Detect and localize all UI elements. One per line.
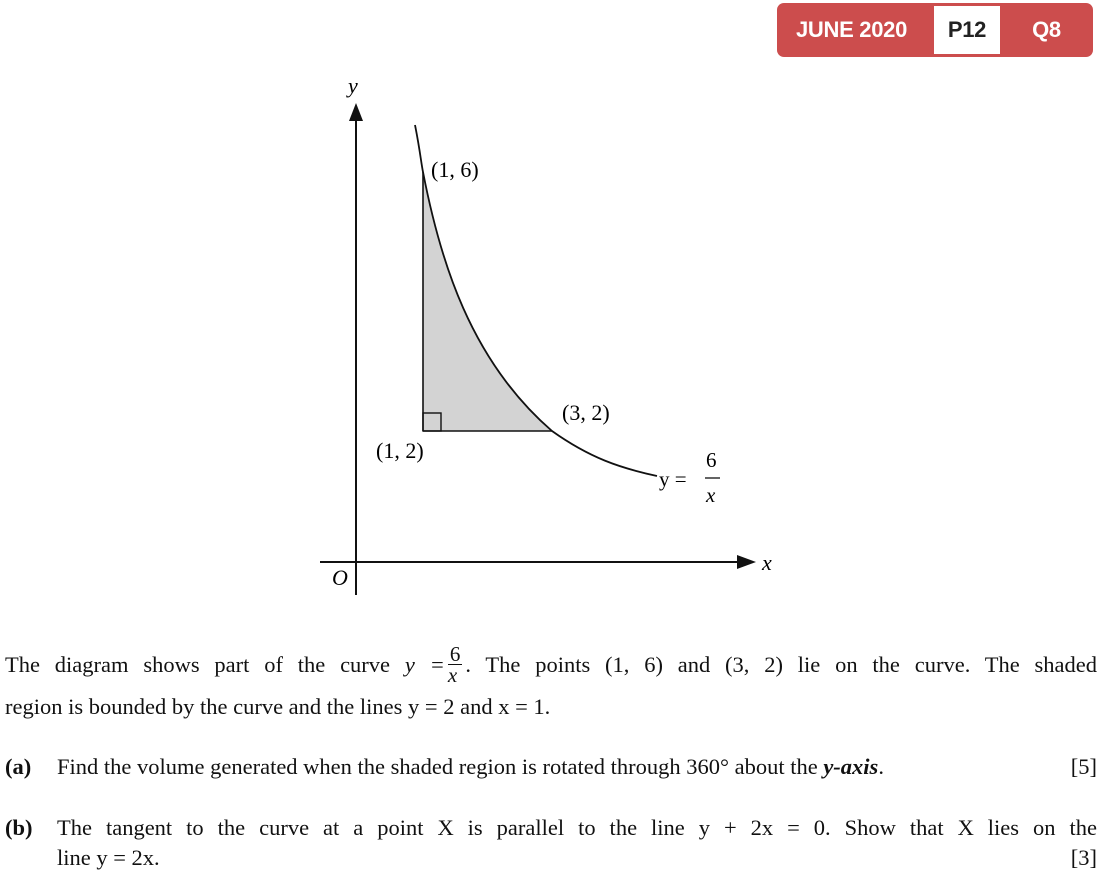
stem-fraction-num: 6	[449, 642, 461, 667]
curve-diagram	[0, 60, 800, 600]
part-a	[5, 752, 1097, 782]
x-axis-label: x	[762, 550, 772, 575]
stem-fraction	[447, 642, 463, 688]
stem-fraction-den: x	[447, 663, 458, 688]
part-b-marks: [3]	[1070, 845, 1097, 870]
stem-text-a: The diagram shows part of the curve	[5, 652, 405, 677]
curve-label-den: x	[706, 483, 716, 507]
stem-equation: y =	[404, 652, 445, 677]
part-b-line-2: line y = 2x.	[57, 845, 160, 870]
part-b-label: (b)	[5, 815, 33, 840]
stem-line-1	[5, 642, 1098, 688]
part-b	[5, 813, 1097, 873]
point-label-1-6: (1, 6)	[431, 157, 479, 182]
point-label-3-2: (3, 2)	[562, 400, 610, 425]
stem-text-b: . The points (1, 6) and (3, 2) lie on the curve. The shaded	[465, 652, 1098, 677]
curve-label-num: 6	[706, 448, 717, 472]
question-badge	[777, 3, 1093, 57]
y-axis-label: y	[348, 73, 358, 98]
question-stem	[5, 642, 1098, 727]
part-a-marks: [5]	[1070, 754, 1097, 779]
origin-label: O	[332, 565, 348, 590]
part-a-body	[57, 752, 1097, 782]
y-axis-arrow	[349, 103, 363, 121]
badge-question: Q8	[1032, 17, 1061, 42]
badge-paper: P12	[934, 6, 1000, 54]
shaded-region	[423, 172, 552, 431]
part-b-line-2-row	[57, 843, 1097, 873]
badge-session: JUNE 2020	[796, 17, 908, 42]
part-a-label: (a)	[5, 754, 32, 779]
part-b-line-1: The tangent to the curve at a point X is parallel to the line y + 2x = 0. Show that X lies on the	[57, 815, 1097, 840]
part-b-body	[57, 813, 1097, 873]
part-a-end: .	[878, 754, 884, 779]
x-axis-arrow	[737, 555, 756, 569]
point-label-1-2: (1, 2)	[376, 438, 424, 463]
curve-label-lhs: y =	[659, 467, 687, 491]
part-a-bold: y-axis	[823, 754, 879, 779]
stem-line-2: region is bounded by the curve and the lines y = 2 and x = 1.	[5, 694, 551, 720]
part-a-text: Find the volume generated when the shaded region is rotated through 360° about the	[57, 754, 818, 779]
